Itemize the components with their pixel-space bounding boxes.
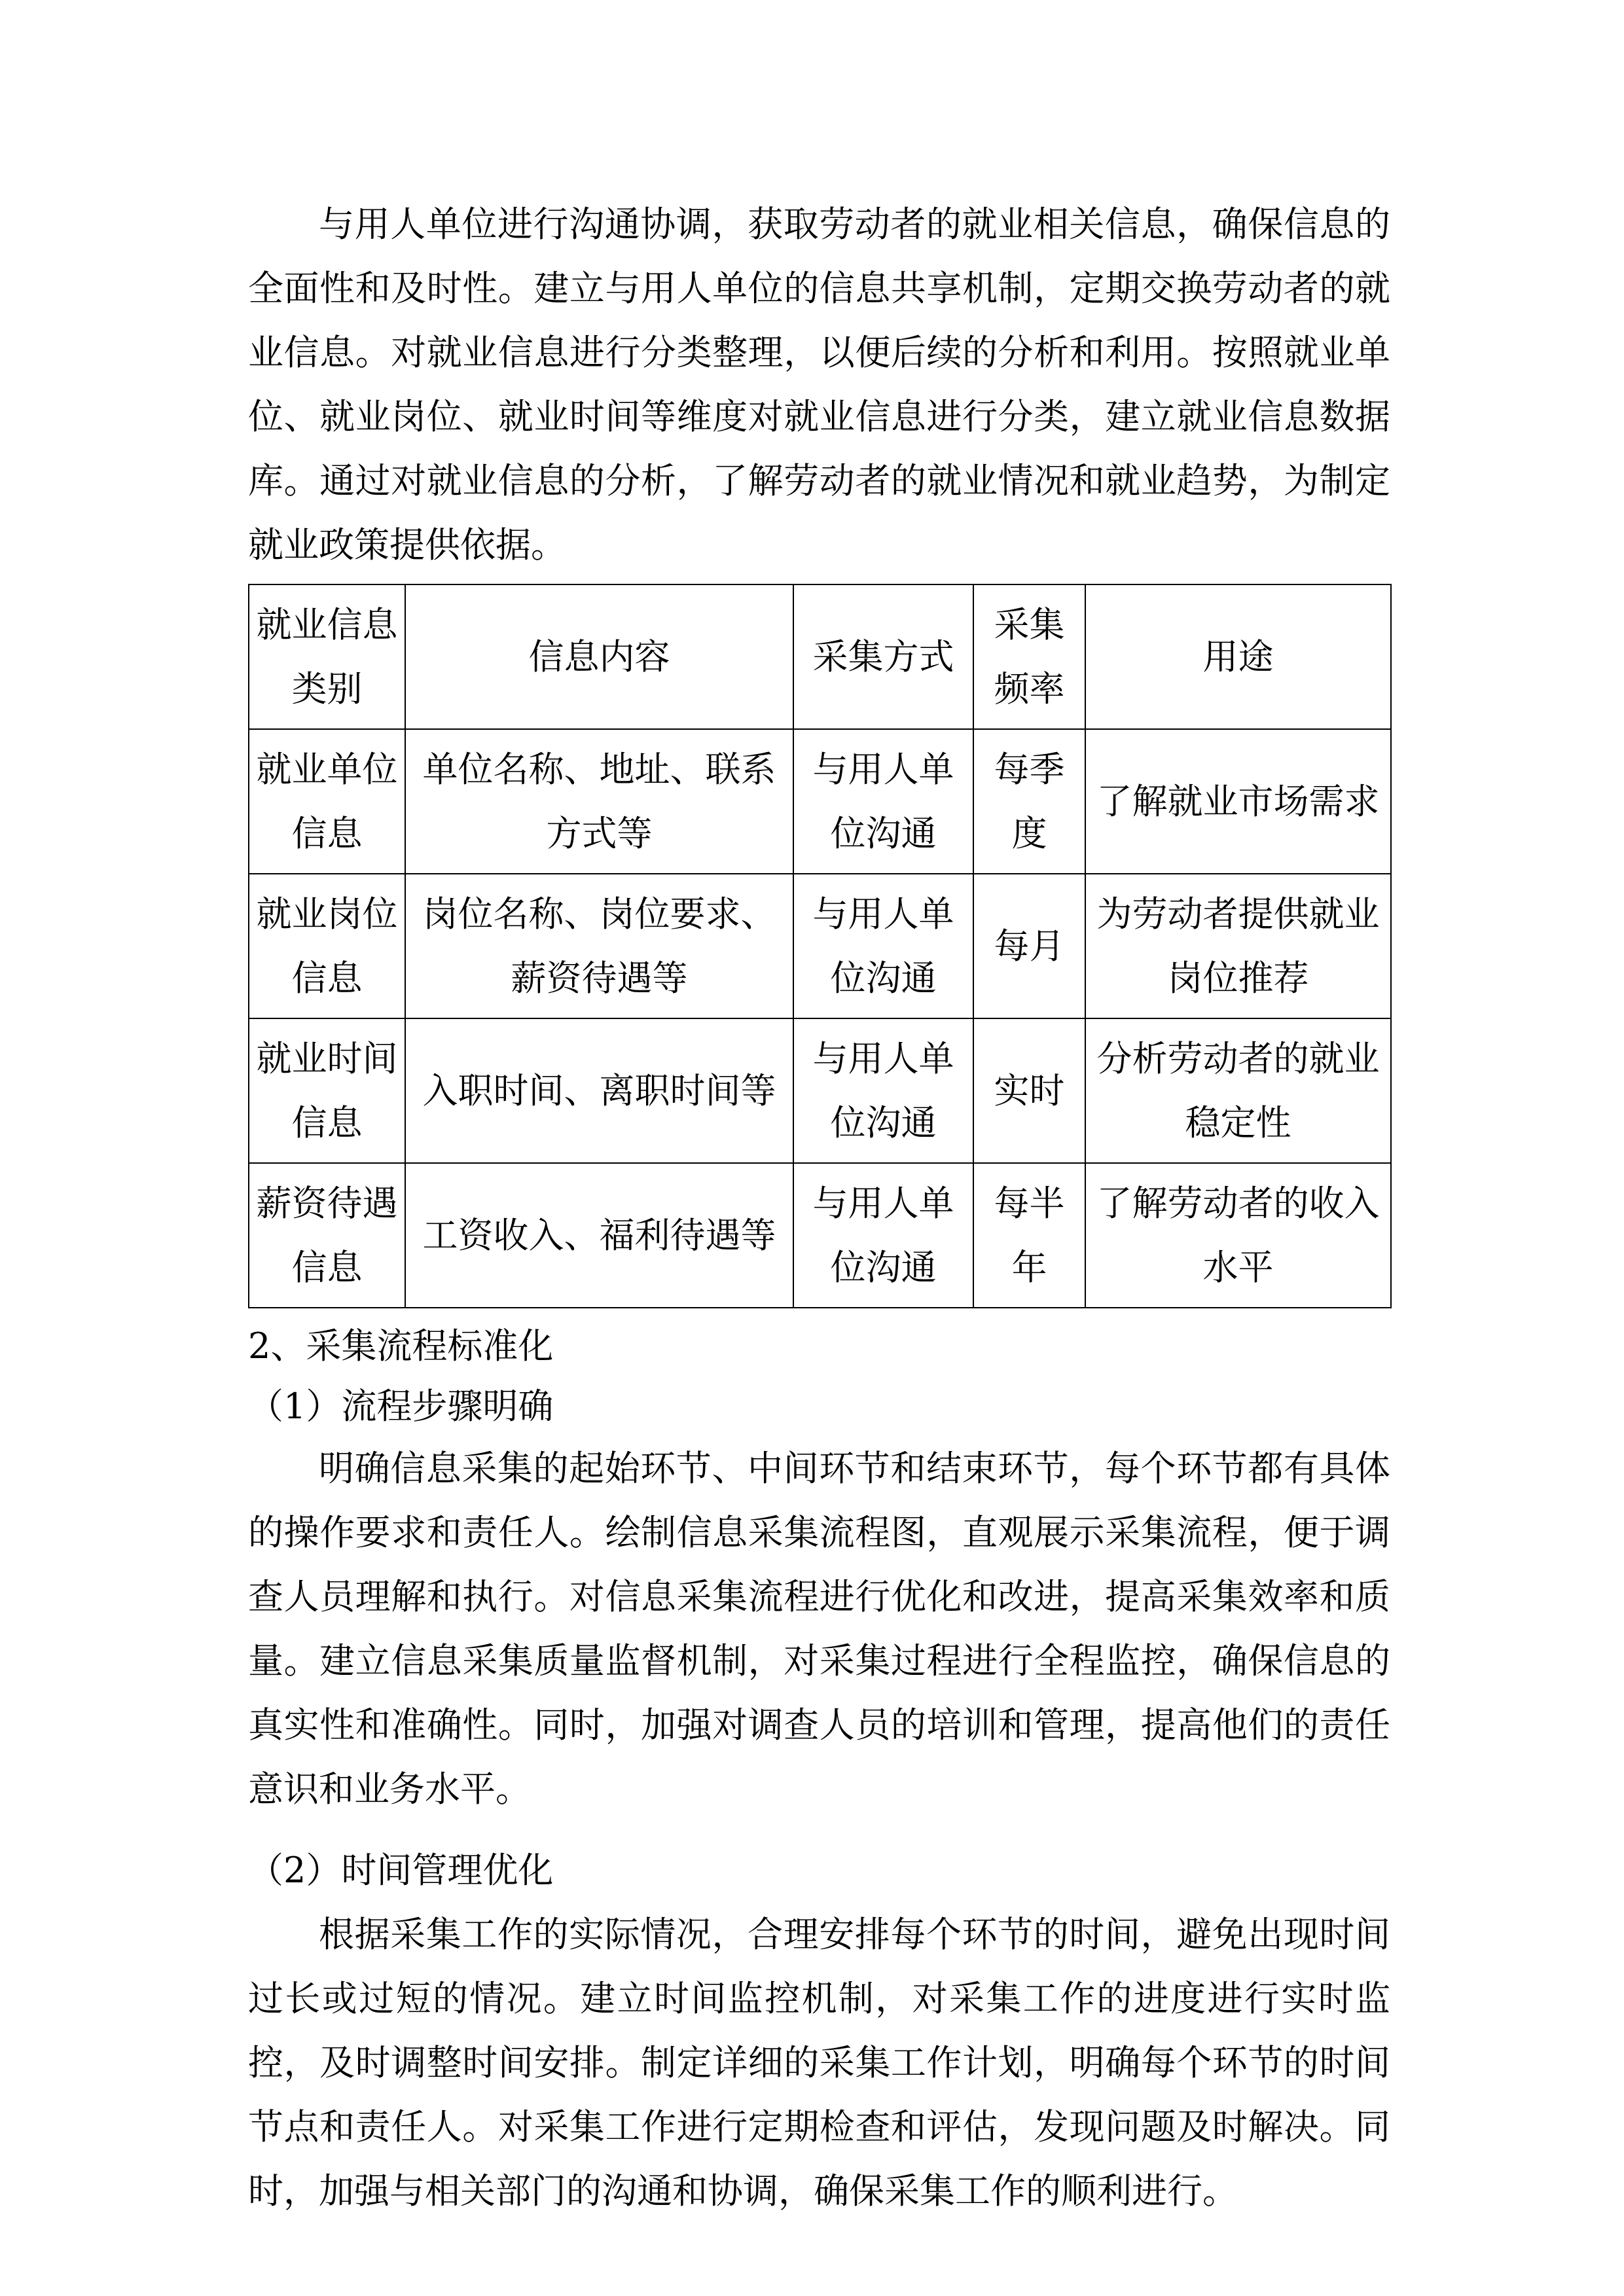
table-cell: 入职时间、离职时间等	[405, 1018, 793, 1163]
table-cell: 为劳动者提供就业岗位推荐	[1085, 874, 1391, 1018]
intro-paragraph: 与用人单位进行沟通协调，获取劳动者的就业相关信息，确保信息的全面性和及时性。建立与用人单位的信息共享机制，定期交换劳动者的就业信息。对就业信息进行分类整理，以便后续的分析和利用。按照就业单位、就业岗位、就业时间等维度对就业信息进行分类，建立就业信息数据库。通过对就业信息的分析，了解劳动者的就业情况和就业趋势，为制定就业政策提供依据。	[248, 204, 1390, 565]
table-cell: 每季度	[973, 729, 1085, 874]
table-row	[249, 1163, 1391, 1308]
table-cell: 了解劳动者的收入水平	[1085, 1163, 1391, 1308]
header-cell: 采集频率	[973, 584, 1085, 729]
table-row	[249, 1018, 1391, 1163]
table-cell: 单位名称、地址、联系方式等	[405, 729, 793, 874]
header-cell: 用途	[1085, 584, 1391, 729]
table-cell: 就业单位信息	[249, 729, 405, 874]
table-cell: 工资收入、福利待遇等	[405, 1163, 793, 1308]
header-cell: 就业信息类别	[249, 584, 405, 729]
table-cell: 与用人单位沟通	[793, 1018, 973, 1163]
table-cell: 每月	[973, 874, 1085, 1018]
table-header-row	[249, 584, 1391, 729]
table-cell: 了解就业市场需求	[1085, 729, 1391, 874]
table-cell: 薪资待遇信息	[249, 1163, 405, 1308]
intro-section	[248, 192, 1390, 577]
employment-info-table	[248, 584, 1392, 1308]
table-cell: 与用人单位沟通	[793, 874, 973, 1018]
table-cell: 实时	[973, 1018, 1085, 1163]
table-cell: 与用人单位沟通	[793, 729, 973, 874]
subsection-paragraph: 根据采集工作的实际情况，合理安排每个环节的时间，避免出现时间过长或过短的情况。建立时间监控机制，对采集工作的进度进行实时监控，及时调整时间安排。制定详细的采集工作计划，明确每个环节的时间节点和责任人。对采集工作进行定期检查和评估，发现问题及时解决。同时，加强与相关部门的沟通和协调，确保采集工作的顺利进行。	[248, 1914, 1390, 2212]
section-2	[248, 1316, 1390, 2223]
table-cell: 与用人单位沟通	[793, 1163, 973, 1308]
header-cell: 采集方式	[793, 584, 973, 729]
table-cell: 分析劳动者的就业稳定性	[1085, 1018, 1391, 1163]
section-heading: 2、采集流程标准化	[248, 1325, 554, 1367]
table-cell: 每半年	[973, 1163, 1085, 1308]
document-page	[248, 0, 1390, 2223]
table-cell: 岗位名称、岗位要求、薪资待遇等	[405, 874, 793, 1018]
table-cell: 就业时间信息	[249, 1018, 405, 1163]
subsection-heading: （1）流程步骤明确	[248, 1386, 554, 1427]
table-row	[249, 729, 1391, 874]
subsection-paragraph: 明确信息采集的起始环节、中间环节和结束环节，每个环节都有具体的操作要求和责任人。绘制信息采集流程图，直观展示采集流程，便于调查人员理解和执行。对信息采集流程进行优化和改进，提高采集效率和质量。建立信息采集质量监督机制，对采集过程进行全程监控，确保信息的真实性和准确性。同时，加强对调查人员的培训和管理，提高他们的责任意识和业务水平。	[248, 1448, 1390, 1810]
subsection-heading: （2）时间管理优化	[248, 1850, 554, 1891]
table-row	[249, 874, 1391, 1018]
header-cell: 信息内容	[405, 584, 793, 729]
table-cell: 就业岗位信息	[249, 874, 405, 1018]
